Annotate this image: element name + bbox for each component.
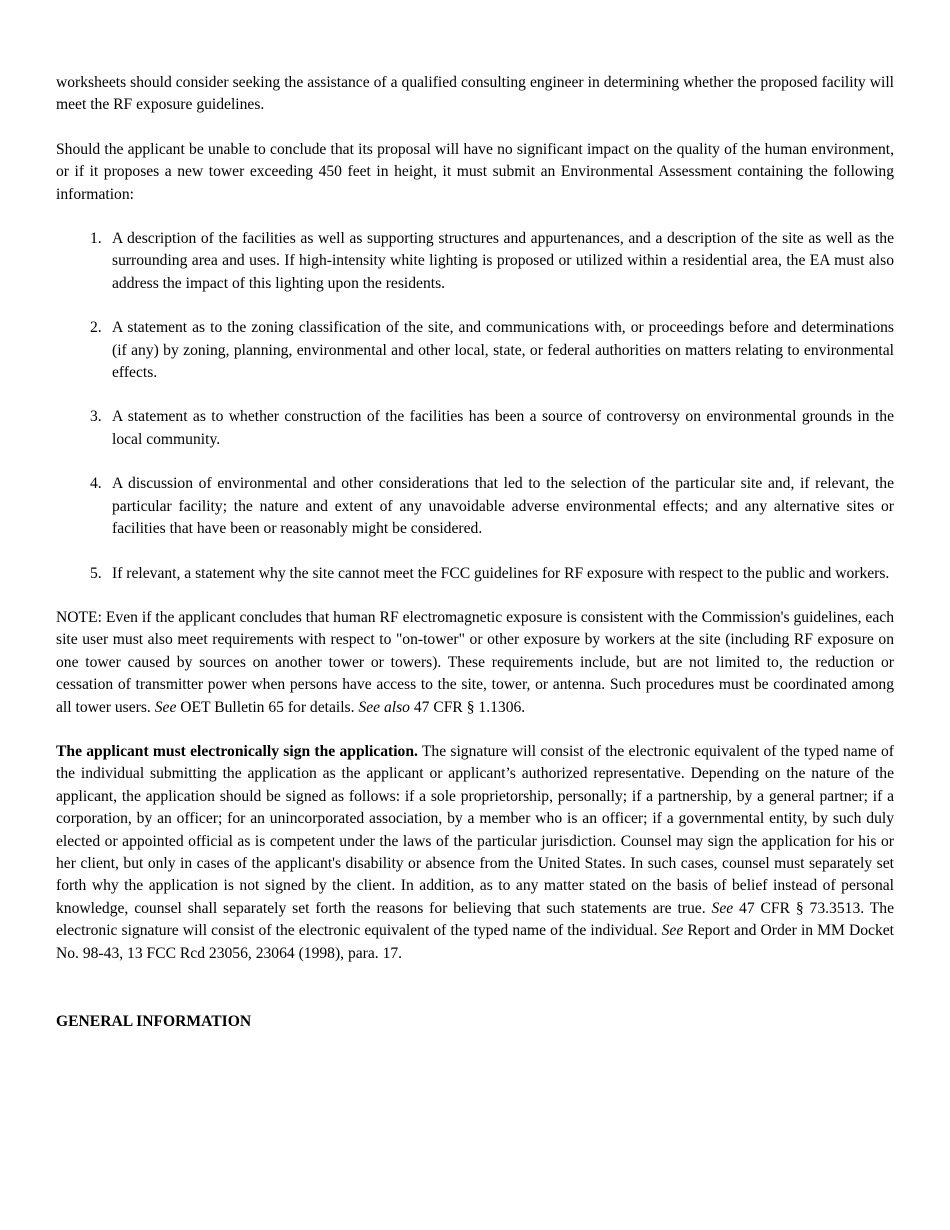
signature-reference-2: Report and Order in MM Docket No. 98-43, 13 FCC Rcd 23056, 23064 (1998), para. 17. — [56, 922, 895, 962]
list-item-text: A statement as to whether construction of the facilities has been a source of controversy on environmental grounds in the local community. — [112, 408, 894, 448]
note-reference-1: OET Bulletin 65 for details. — [176, 698, 359, 716]
note-see-also-citation: See also — [358, 698, 410, 716]
list-item — [56, 406, 894, 451]
list-item-number: 2. — [90, 319, 102, 337]
section-heading: GENERAL INFORMATION — [56, 1013, 252, 1030]
signature-text: The signature will consist of the electronic equivalent of the typed name of the individual submitting the application as the applicant or applicant’s authorized representative. Depending on the nature of the applicant, the application should be signed as follows: if a sole proprietorship, personally; if a partnership, by a general partner; if a corporation, by an officer; for an unincorporated association, by a member who is an officer; if a governmental entity, by such duly elected or appointed official as is competent under the laws of the particular jurisdiction. Counsel may sign the application for his or her client, but only in cases of the applicant's disability or absence from the United States. In such cases, counsel must separately set forth why the application is not signed by the client. In addition, as to any matter stated on the basis of belief instead of personal knowledge, counsel shall separately set forth the reasons for believing that such statements are true. — [56, 742, 894, 917]
signature-see-citation-1: See — [711, 899, 734, 917]
ea-requirements-list — [56, 228, 894, 585]
list-item-text: A discussion of environmental and other considerations that led to the selection of the particular site and, if relevant, the particular facility; the nature and extent of any unavoidable adverse environmental effects; and any alternative sites or facilities that have been or reasonably might be considered. — [112, 475, 894, 538]
note-paragraph — [56, 607, 894, 719]
note-see-citation: See — [154, 698, 177, 716]
list-item — [56, 317, 894, 384]
list-item — [56, 228, 894, 295]
list-item-number: 5. — [90, 564, 102, 582]
list-item — [56, 473, 894, 540]
list-item-number: 3. — [90, 408, 102, 426]
list-item — [56, 563, 894, 585]
list-item-number: 1. — [90, 230, 102, 248]
list-item-text: If relevant, a statement why the site cannot meet the FCC guidelines for RF exposure with respect to the public and workers. — [112, 564, 890, 582]
note-reference-2: 47 CFR § 1.1306. — [409, 698, 526, 716]
list-item-number: 4. — [90, 475, 102, 493]
document-page — [56, 72, 894, 1033]
intro-continuation-paragraph: worksheets should consider seeking the assistance of a qualified consulting engineer in determining whether the proposed facility will meet the RF exposure guidelines. — [56, 74, 894, 114]
signature-lead: The applicant must electronically sign the application. — [56, 742, 418, 760]
list-item-text: A statement as to the zoning classification of the site, and communications with, or proceedings before and determinations (if any) by zoning, planning, environmental and other local, state, or federal authorities on matters relating to environmental effects. — [112, 319, 894, 382]
ea-requirement-paragraph: Should the applicant be unable to conclude that its proposal will have no significant impact on the quality of the human environment, or if it proposes a new tower exceeding 450 feet in height, it must submit an Environmental Assessment containing the following information: — [56, 140, 894, 203]
note-text: NOTE: Even if the applicant concludes that human RF electromagnetic exposure is consistent with the Commission's guidelines, each site user must also meet requirements with respect to "on-tower" or other exposure by workers at the site (including RF exposure on one tower caused by sources on another tower or towers). These requirements include, but are not limited to, the reduction or cessation of transmitter power when persons have access to the site, tower, or antenna. Such procedures must be coordinated among all tower users. — [56, 608, 894, 716]
signature-reference-1: 47 CFR § 73.3513. The electronic signature will consist of the electronic equivalent of the typed name of the individual. — [56, 899, 894, 940]
list-item-text: A description of the facilities as well as supporting structures and appurtenances, and a description of the site as well as the surrounding area and uses. If high-intensity white lighting is proposed or utilized within a residential area, the EA must also address the impact of this lighting upon the residents. — [112, 230, 894, 292]
signature-paragraph — [56, 741, 894, 965]
signature-see-citation-2: See — [661, 922, 684, 940]
